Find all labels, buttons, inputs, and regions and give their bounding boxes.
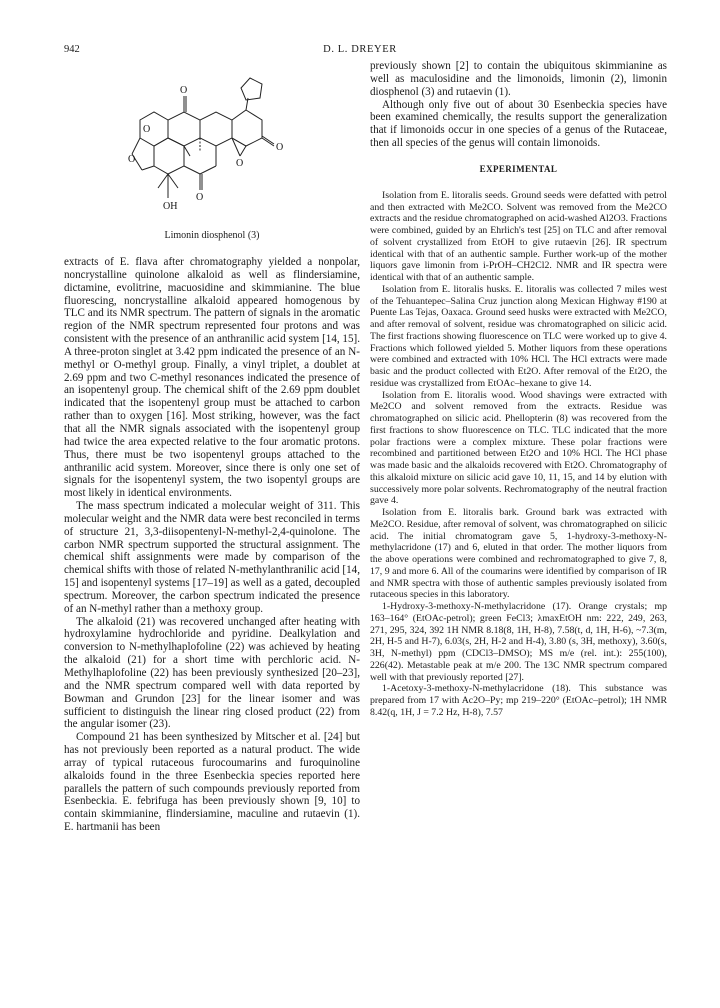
- paragraph: Isolation from E. litoralis bark. Ground bark was extracted with Me2CO. Residue, after removal of solvent, was chromatographed on silicic acid. The initial chromatogram gave 5, 1-hydroxy-3-methoxy-N-methylacridone (17) and 6, eluted in that order. The mother liquors from the above operations were combined and rechromatographed to give 7, 8, 17, 9 and more 6. All of the coumarins were identified by comparison of IR and NMR spectra with those of authentic samples previously isolated from rutaceous species in this laboratory.: [370, 507, 667, 601]
- structure-figure: [64, 60, 360, 246]
- paragraph: The mass spectrum indicated a molecular weight of 311. This molecular weight and the NMR data were best reconciled in terms of structure 21, 3,3-diisopentenyl-N-methyl-2,4-quinolone. The carbon NMR spectrum supported the structural assignment. The chemical shift assignments were made by comparison of the chemical shifts with those of related N-methylanthranilic acid [14, 15] and isopentenyl systems [17–19] as well as a gated, decoupled spectrum. Moreover, the carbon spectrum indicated the presence of an N-methyl rather than a methoxy group.: [64, 500, 360, 615]
- section-heading: EXPERIMENTAL: [479, 163, 558, 174]
- paragraph: Although only five out of about 30 Esenbeckia species have been examined chemically, the results support the generalization that if limonoids occur in one species of a genus of the Rutaceae, then all species of the genus will contain limonoids.: [370, 98, 667, 150]
- atom-label-o: O: [128, 154, 136, 165]
- paragraph: Isolation from E. litoralis husks. E. litoralis was collected 7 miles west of the Tehuantepec–Salina Cruz junction along Mexican Highway #190 at Puente Las Tejas, Oaxaca. Ground seed husks were extracted with Me2CO, and after removal of solvent, residue was chromatographed on silicic acid. The first fractions showing fluorescence on TLC were worked up to give 4. Fractions which followed yielded 5. Mother liquors from these operations were combined and extracted with 10% HCl. The HCl extracts were made basic and the product collected with Et2O. After removal of the Et2O, the residue was crystallized from EtOAc–hexane to give 14.: [370, 283, 667, 389]
- left-column: [64, 60, 360, 834]
- atom-label-o: O: [196, 192, 204, 203]
- paragraph: 1-Hydroxy-3-methoxy-N-methylacridone (17). Orange crystals; mp 163–164° (EtOAc-petrol); green FeCl3; λmaxEtOH nm: 222, 249, 263, 271, 295, 324, 392 1H NMR 8.18(8, 1H, H-8), 7.58(t, d, 1H, H-6), ~7.3(m, 2H, H-5 and H-7), 6.03(s, 2H, H-2 and H-4), 3.80 (s, 3H, methoxy), 3.60(s, 3H, N-methyl) ppm (CDCl3–DMSO); MS m/e (rel. int.): 255(100), 226(42). Metastable peak at m/e 200. The 13C NMR spectrum compared well with that previously reported [27].: [370, 601, 667, 683]
- paragraph: extracts of E. flava after chromatography yielded a nonpolar, noncrystalline quinolone alkaloid as well as flindersiamine, dictamine, evolitrine, macuosidine and skimmianine. The blue fluorescing, noncrystalline alkaloid appeared homogenous by TLC and its NMR spectrum. The pattern of signals in the aromatic region of the NMR spectrum represented four protons and was consistent with the presence of an anthranilic acid system [14, 15]. A three-proton singlet at 3.42 ppm indicated the presence of an N-methyl or O-methyl group. Finally, a vinyl triplet, a doublet at 2.69 ppm and two C-methyl resonances indicated the presence of an isopentenyl group. The chemical shift of the 2.69 ppm doublet indicated that the isopentenyl group must be attached to carbon rather than to oxygen [16]. Most striking, however, was the fact that all the NMR signals associated with the isopentenyl group had twice the area expected relative to the four aromatic protons. Thus, there must be two isopentenyl groups attached to the anthranilic acid system. Moreover, since there is only one set of signals for the isopentenyl system, the two isopentyl groups are most likely in identical environments.: [64, 256, 360, 500]
- paragraph: Compound 21 has been synthesized by Mitscher et al. [24] but has not previously been reported as a natural product. The wide array of typical rutaceous furocoumarins and furoquinoline alkaloids found in the three Esenbeckia species reported here parallels the pattern of such compounds previously reported from Esenbeckia. E. febrifuga has been previously shown [9, 10] to contain skimmianine, flindersiamine, maculine and rutaevin (1). E. hartmanii has been: [64, 731, 360, 834]
- paragraph: The alkaloid (21) was recovered unchanged after heating with hydroxylamine hydrochloride and pyridine. Dealkylation and conversion to N-methylhaplofoline (22) was achieved by heating the alkaloid (21) for a short time with perchloric acid. N-Methylhaplofoline (22) has been previously synthesized [20–23], and the NMR spectrum compared well with data reported by Bowman and Grundon [23] for the linear isomer and was sufficient to distinguish the linear ring closed product (22) from the angular isomer (23).: [64, 615, 360, 731]
- atom-label-oh: OH: [163, 201, 178, 212]
- running-title: D. L. DREYER: [323, 44, 397, 55]
- right-column: [370, 60, 667, 719]
- atom-label-o: O: [276, 142, 284, 153]
- atom-label-o: O: [143, 124, 151, 135]
- paragraph: previously shown [2] to contain the ubiquitous skimmianine as well as maculosidine and the limonoids, limonin (2), limonin diosphenol (3) and rutaevin (1).: [370, 60, 667, 98]
- experimental-text: [370, 190, 667, 719]
- limonin-diosphenol-structure: [128, 66, 298, 226]
- atom-label-o: O: [236, 158, 244, 169]
- paragraph: Isolation from E. litoralis wood. Wood shavings were extracted with Me2CO and solvent removed from the extracts. Residue was chromatographed on silicic acid. Phellopterin (8) was recovered from the first fractions to show fluorescence on TLC. TLC indicated that the more polar fractions were a complex mixture. These polar fractions were recombined and partitioned between Et2O and 10% HCl. The HCl phase was made basic and the alkaloids recovered with Et2O. Chromatography of this alkaloid mixture on silicic acid gave 10, 11, 15, and 14 by elution with successively more polar solvents. Rechromatography of the neutral fraction gave 4.: [370, 389, 667, 507]
- page-number: 942: [64, 44, 80, 55]
- figure-caption: Limonin diosphenol (3): [164, 230, 260, 241]
- left-body-text: [64, 256, 360, 834]
- paragraph: Isolation from E. litoralis seeds. Ground seeds were defatted with petrol and then extracted with Me2CO. Solvent was removed from the Me2CO extracts and the residue chromatographed on acid-washed Al2O3. Fractions were combined, guided by an Ehrlich's test [25] on TLC and after removal of solvent crystallized from EtOH to give rutaevin [26]. IR spectrum identical with that of an authentic sample. Further work-up of the mother liquors gave limonin from i-PrOH–CH2Cl2. NMR and IR spectra were identical with that of an authentic sample.: [370, 189, 667, 284]
- atom-label-o: O: [180, 85, 188, 96]
- right-intro-text: [370, 60, 667, 150]
- paragraph: 1-Acetoxy-3-methoxy-N-methylacridone (18). This substance was prepared from 17 with Ac2O–Py; mp 219–220° (EtOAc–petrol); 1H NMR 8.42(q, 1H, J = 7.2 Hz, H-8), 7.57: [370, 683, 667, 718]
